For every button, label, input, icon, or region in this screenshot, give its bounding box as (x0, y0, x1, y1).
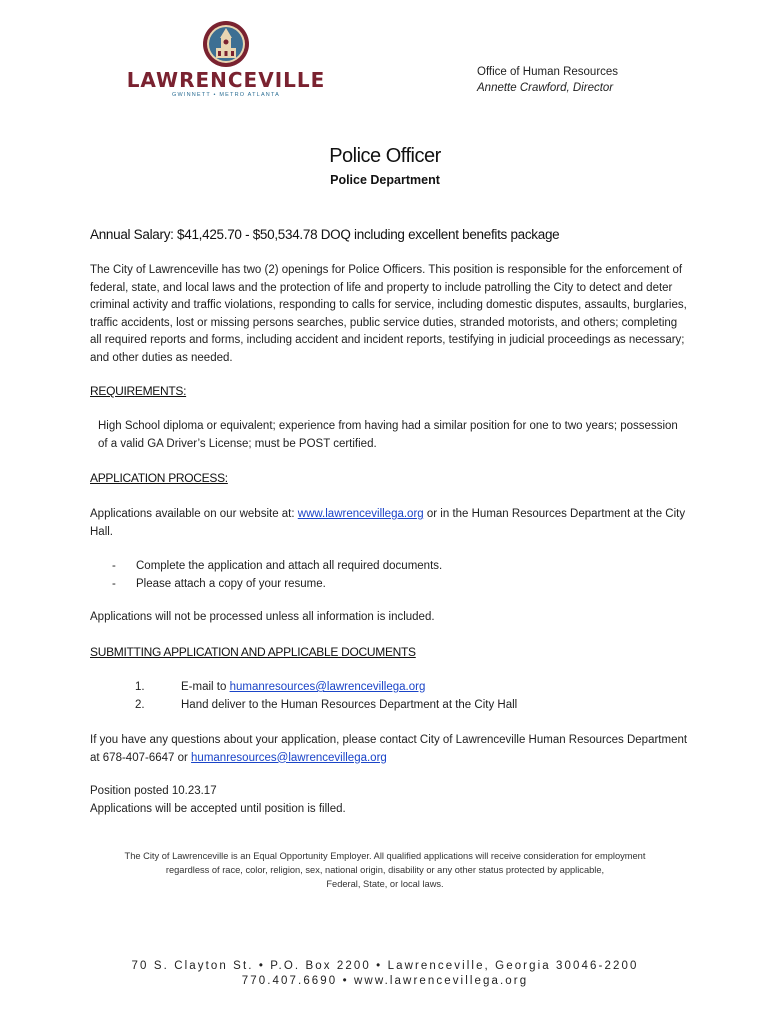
website-link[interactable]: www.lawrencevillega.org (297, 508, 424, 520)
eeo-statement (70, 849, 700, 891)
job-title: Police Officer (329, 145, 441, 167)
list-marker: 2. (135, 698, 145, 711)
department-name: Police Department (330, 173, 440, 187)
list-item-text (181, 679, 425, 697)
posting-info (90, 783, 690, 818)
job-description: The City of Lawrenceville has two (2) openings for Police Officers. This position is responsible for the enforcement of federal, state, and local laws and the protection of life and property to include patrolling the City to detect and deter criminal activity and traffic violations, responding to calls for service, including domestic disputes, assaults, burglaries, traffic accidents, lost or missing persons searches, public service duties, stranded motorists, and others; completing all required reports and forms, including accident and incident reports, testifying in judicial proceedings as necessary; and other duties as needed. (90, 264, 687, 364)
email-link[interactable]: humanresources@lawrencevillega.org (229, 681, 426, 693)
submitting-heading: SUBMITTING APPLICATION AND APPLICABLE DOCUMENTS (90, 645, 416, 659)
page-footer (0, 959, 770, 989)
availability-text: Applications available on our website at: (90, 508, 298, 520)
contact-info (90, 732, 690, 767)
posted-date: Position posted 10.23.17 (90, 785, 217, 797)
requirements-heading: REQUIREMENTS: (90, 384, 187, 398)
office-info (477, 64, 618, 96)
logo-tagline: GWINNETT • METRO ATLANTA (171, 92, 281, 98)
eeo-line: Federal, State, or local laws. (326, 879, 444, 889)
list-item-text: Hand deliver to the Human Resources Department at the City Hall (181, 698, 518, 711)
application-heading: APPLICATION PROCESS: (90, 471, 228, 485)
eeo-line: The City of Lawrenceville is an Equal Opportunity Employer. All qualified applications will receive consideration for employment (124, 851, 646, 861)
contact-email-link[interactable]: humanresources@lawrencevillega.org (191, 751, 387, 764)
eeo-line: regardless of race, color, religion, sex, national origin, disability or any other status protected by applicable, (165, 865, 605, 875)
city-logo (126, 20, 326, 100)
salary-line: Annual Salary: $41,425.70 - $50,534.78 DOQ including excellent benefits package (90, 227, 560, 242)
office-name: Office of Human Resources (477, 66, 619, 78)
requirements-text: High School diploma or equivalent; experience from having had a similar position for one to two years; possession of a valid GA Driver’s License; must be POST certified. (98, 420, 678, 450)
list-item-text: Please attach a copy of your resume. (136, 577, 326, 590)
email-prefix: E-mail to (181, 681, 230, 693)
list-marker: 1. (135, 681, 145, 693)
list-marker: - (112, 577, 116, 590)
processing-note: Applications will not be processed unless all information is included. (90, 611, 435, 623)
director-name: Annette Crawford, Director (477, 82, 614, 94)
list-item-text: Complete the application and attach all required documents. (136, 560, 443, 572)
acceptance-note: Applications will be accepted until position is filled. (90, 802, 346, 815)
availability-text-end: or in the Human Resources Department at the City Hall. (90, 508, 686, 538)
application-availability (90, 506, 690, 541)
city-seal-icon (202, 20, 250, 68)
contact-text: If you have any questions about your application, please contact City of Lawrenceville Human Resources Department at 678-407-6647 or (90, 734, 688, 764)
footer-contact: 770.407.6690 • www.lawrencevillega.org (241, 975, 529, 987)
list-marker: - (112, 560, 116, 572)
logo-wordmark: LAWRENCEVILLE (126, 68, 326, 92)
footer-address: 70 S. Clayton St. • P.O. Box 2200 • Lawrenceville, Georgia 30046-2200 (131, 960, 639, 972)
